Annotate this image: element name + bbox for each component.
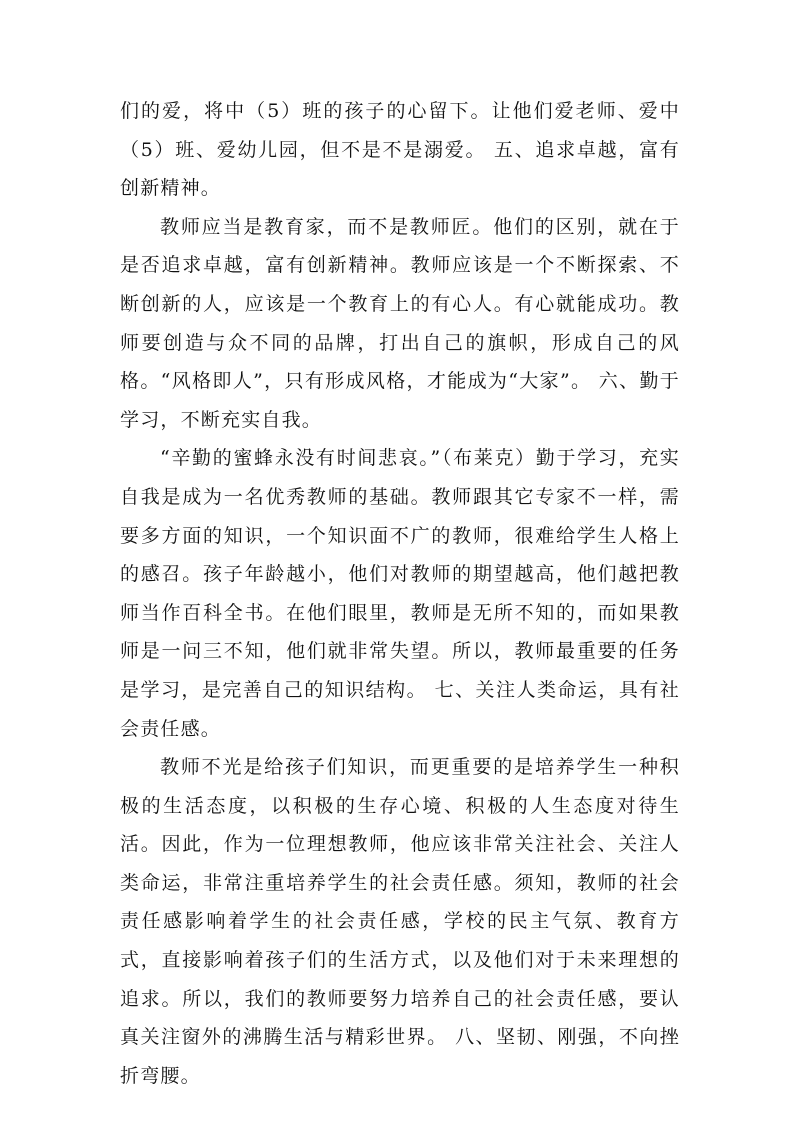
paragraph-1: 们的爱，将中（5）班的孩子的心留下。让他们爱老师、爱中（5）班、爱幼儿园，但不是不是溺爱。 五、追求卓越，富有创新精神。 <box>120 100 680 200</box>
paragraph-2: 教师应当是教育家，而不是教师匠。他们的区别，就在于是否追求卓越，富有创新精神。教师应该是一个不断探索、不断创新的人，应该是一个教育上的有心人。有心就能成功。教师要创造与众不同的品牌，打出自己的旗帜，形成自己的风格。“风格即人”，只有形成风格，才能成为“大家”。 六、勤于学习，不断充实自我。 <box>120 215 680 431</box>
paragraph-3: “辛勤的蜜蜂永没有时间悲哀。”（布莱克）勤于学习，充实自我是成为一名优秀教师的基础。教师跟其它专家不一样，需要多方面的知识，一个知识面不广的教师，很难给学生人格上的感召。孩子年龄越小，他们对教师的期望越高，他们越把教师当作百科全书。在他们眼里，教师是无所不知的，而如果教师是一问三不知，他们就非常失望。所以，教师最重要的任务是学习，是完善自己的知识结构。 七、关注人类命运，具有社会责任感。 <box>120 447 680 740</box>
paragraph-4: 教师不光是给孩子们知识，而更重要的是培养学生一种积极的生活态度，以积极的生存心境、积极的人生态度对待生活。因此，作为一位理想教师，他应该非常关注社会、关注人类命运，非常注重培养学生的社会责任感。须知，教师的社会责任感影响着学生的社会责任感，学校的民主气氛、教育方式，直接影响着孩子们的生活方式，以及他们对于未来理想的追求。所以，我们的教师要努力培养自己的社会责任感，要认真关注窗外的沸腾生活与精彩世界。 八、坚韧、刚强，不向挫折弯腰。 <box>120 756 680 1087</box>
document-page <box>120 92 680 1095</box>
